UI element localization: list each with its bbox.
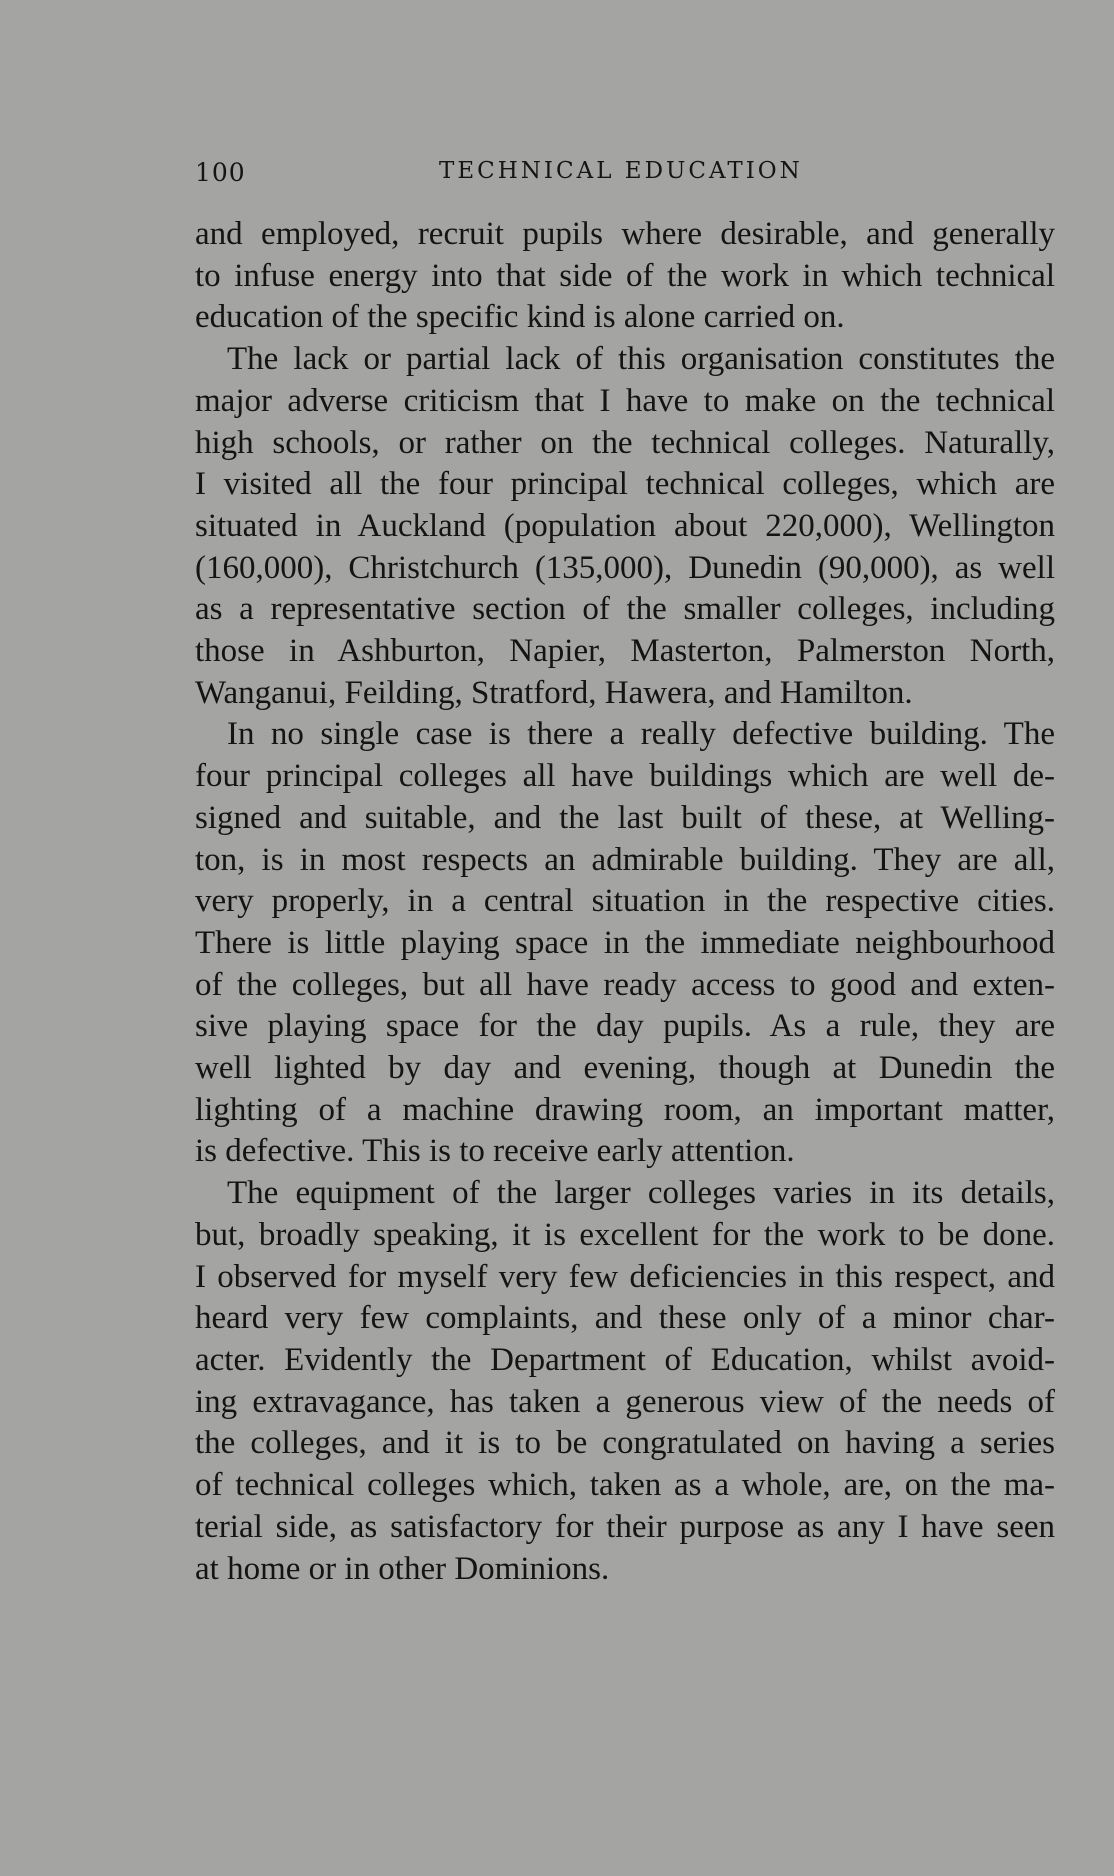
text-line: (160,000), Christchurch (135,000), Dunedin (90,000), as well: [195, 549, 1055, 586]
text-line: There is little playing space in the immediate neighbourhood: [195, 924, 1055, 961]
text-line: major adverse criticism that I have to make on the technical: [195, 382, 1055, 419]
body-text: [195, 214, 1055, 1590]
text-line: well lighted by day and evening, though at Dunedin the: [195, 1050, 1055, 1087]
text-line: ton, is in most respects an admirable building. They are all,: [195, 841, 1055, 878]
text-line: heard very few complaints, and these only of a minor char-: [195, 1300, 1055, 1337]
paragraph: [195, 714, 1055, 1173]
running-title: TECHNICAL EDUCATION: [439, 158, 803, 184]
text-line: is defective. This is to receive early attention.: [195, 1133, 795, 1170]
text-line: sive playing space for the day pupils. As a rule, they are: [195, 1008, 1055, 1045]
text-line: but, broadly speaking, it is excellent for the work to be done.: [195, 1216, 1055, 1253]
text-line: In no single case is there a really defective building. The: [227, 716, 1055, 753]
text-line: as a representative section of the smaller colleges, including: [195, 591, 1055, 628]
text-line: four principal colleges all have buildings which are well de-: [195, 758, 1055, 795]
paragraph: [195, 339, 1055, 714]
running-head: [195, 158, 1053, 192]
text-line: The equipment of the larger colleges varies in its details,: [227, 1175, 1055, 1212]
text-line: of the colleges, but all have ready access to good and exten-: [195, 966, 1055, 1003]
text-line: lighting of a machine drawing room, an important matter,: [195, 1091, 1055, 1128]
text-line: Wanganui, Feilding, Stratford, Hawera, and Hamilton.: [195, 674, 913, 711]
text-line: and employed, recruit pupils where desirable, and generally: [195, 216, 1055, 252]
text-line: acter. Evidently the Department of Education, whilst avoid-: [195, 1341, 1055, 1378]
text-line: at home or in other Dominions.: [195, 1550, 610, 1587]
text-line: high schools, or rather on the technical colleges. Naturally,: [195, 424, 1055, 461]
paragraph: [195, 214, 1055, 339]
paragraph: [195, 1173, 1055, 1590]
text-line: situated in Auckland (population about 220,000), Wellington: [195, 507, 1055, 544]
text-line: of technical colleges which, taken as a whole, are, on the ma-: [195, 1467, 1055, 1504]
text-line: ing extravagance, has taken a generous view of the needs of: [195, 1383, 1055, 1420]
text-line: I visited all the four principal technical colleges, which are: [195, 466, 1055, 503]
text-line: very properly, in a central situation in the respective cities.: [195, 883, 1055, 920]
text-line: The lack or partial lack of this organisation constitutes the: [227, 341, 1055, 378]
text-line: the colleges, and it is to be congratulated on having a series: [195, 1425, 1055, 1462]
text-line: those in Ashburton, Napier, Masterton, Palmerston North,: [195, 633, 1055, 670]
text-line: I observed for myself very few deficiencies in this respect, and: [195, 1258, 1055, 1295]
text-line: terial side, as satisfactory for their purpose as any I have seen: [195, 1508, 1055, 1545]
text-line: education of the specific kind is alone carried on.: [195, 299, 845, 336]
text-line: to infuse energy into that side of the work in which technical: [195, 257, 1055, 294]
page-number: 100: [195, 158, 246, 187]
text-line: signed and suitable, and the last built of these, at Welling-: [195, 799, 1055, 836]
